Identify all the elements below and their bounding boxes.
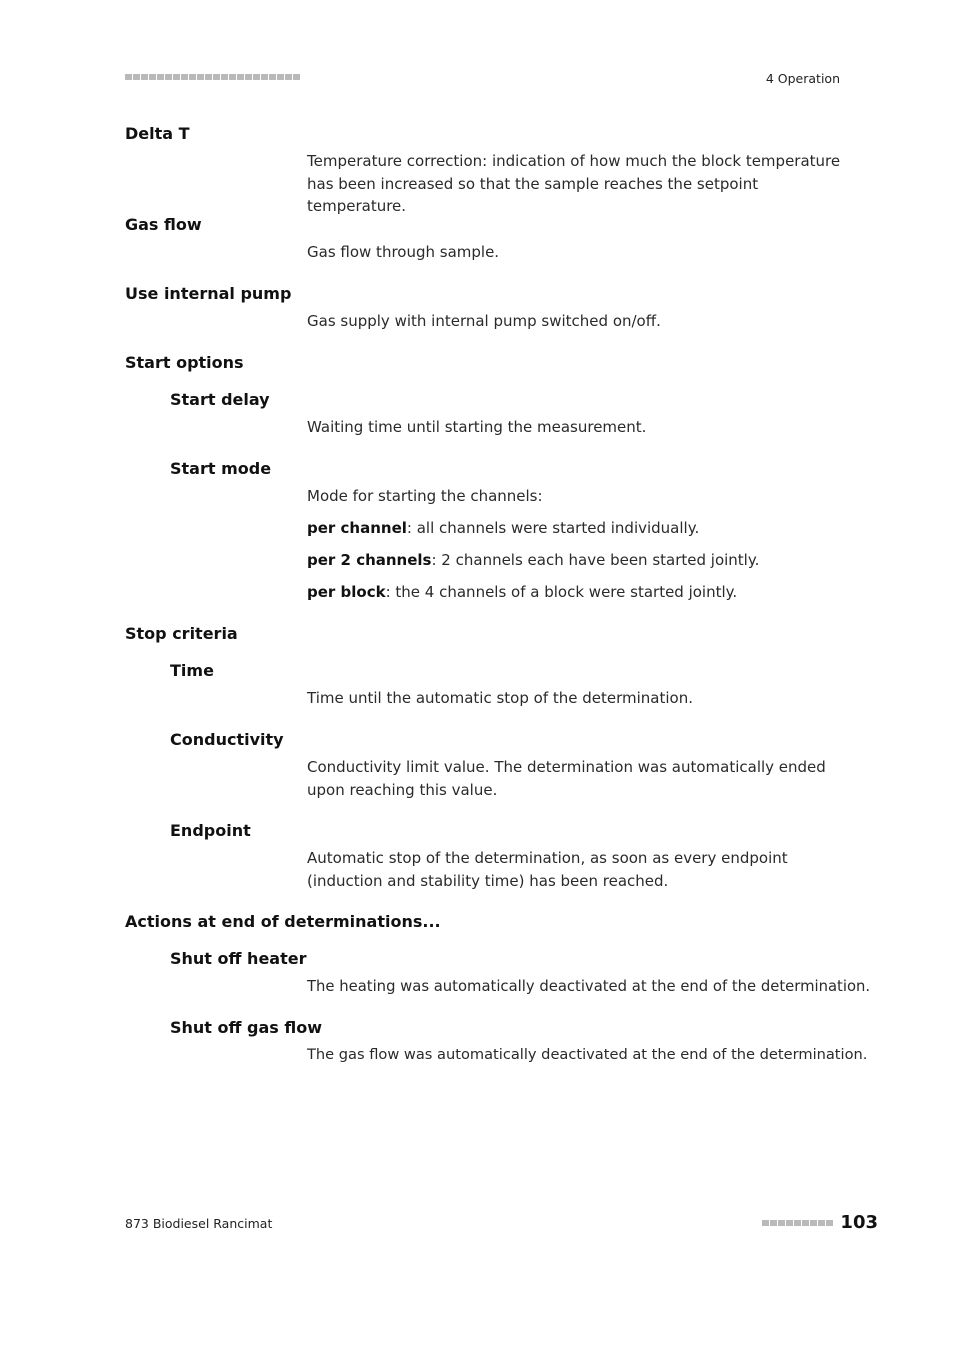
footer-document-title: 873 Biodiesel Rancimat xyxy=(125,1216,273,1231)
option-text: : the 4 channels of a block were started jointly. xyxy=(385,583,738,601)
term-start-mode: Start mode xyxy=(170,459,272,478)
term-endpoint: Endpoint xyxy=(170,821,251,840)
heading-start-options: Start options xyxy=(125,353,244,372)
term-time: Time xyxy=(170,661,214,680)
term-start-delay: Start delay xyxy=(170,390,270,409)
heading-actions-at-end: Actions at end of determinations... xyxy=(125,912,441,931)
desc-shut-off-heater: The heating was automatically deactivated at the end of the determination. xyxy=(307,978,871,995)
heading-stop-criteria: Stop criteria xyxy=(125,624,238,643)
header-decoration xyxy=(125,74,300,80)
start-mode-option-per-2-channels xyxy=(307,549,847,572)
desc-gas-flow: Gas flow through sample. xyxy=(307,243,500,261)
term-delta-t: Delta T xyxy=(125,124,190,143)
desc-use-internal-pump: Gas supply with internal pump switched on/off. xyxy=(307,312,661,330)
term-shut-off-gas-flow: Shut off gas flow xyxy=(170,1018,323,1037)
option-name: per channel xyxy=(307,519,407,537)
desc-endpoint: Automatic stop of the determination, as soon as every endpoint (induction and stability time) has been reached. xyxy=(307,849,788,890)
term-shut-off-heater: Shut off heater xyxy=(170,949,307,968)
desc-start-delay: Waiting time until starting the measurement. xyxy=(307,418,647,436)
footer-decoration xyxy=(762,1220,833,1226)
start-mode-option-per-channel xyxy=(307,517,847,540)
option-name: per block xyxy=(307,583,386,601)
desc-time: Time until the automatic stop of the determination. xyxy=(307,689,694,707)
footer-page-indicator xyxy=(762,1212,878,1233)
term-conductivity: Conductivity xyxy=(170,730,284,749)
header-section-title: 4 Operation xyxy=(765,71,840,86)
page-number: 103 xyxy=(840,1212,878,1233)
desc-start-mode: Mode for starting the channels: xyxy=(307,487,543,505)
desc-delta-t: Temperature correction: indication of how much the block temperature has been increased so that the sample reaches the setpoint temperature. xyxy=(307,152,841,215)
option-text: : 2 channels each have been started jointly. xyxy=(431,551,760,569)
option-text: : all channels were started individually. xyxy=(406,519,700,537)
option-name: per 2 channels xyxy=(307,551,432,569)
term-use-internal-pump: Use internal pump xyxy=(125,284,292,303)
desc-conductivity: Conductivity limit value. The determination was automatically ended upon reaching this value. xyxy=(307,758,826,799)
desc-shut-off-gas-flow: The gas flow was automatically deactivated at the end of the determination. xyxy=(307,1046,868,1063)
start-mode-option-per-block xyxy=(307,581,847,604)
term-gas-flow: Gas flow xyxy=(125,215,202,234)
